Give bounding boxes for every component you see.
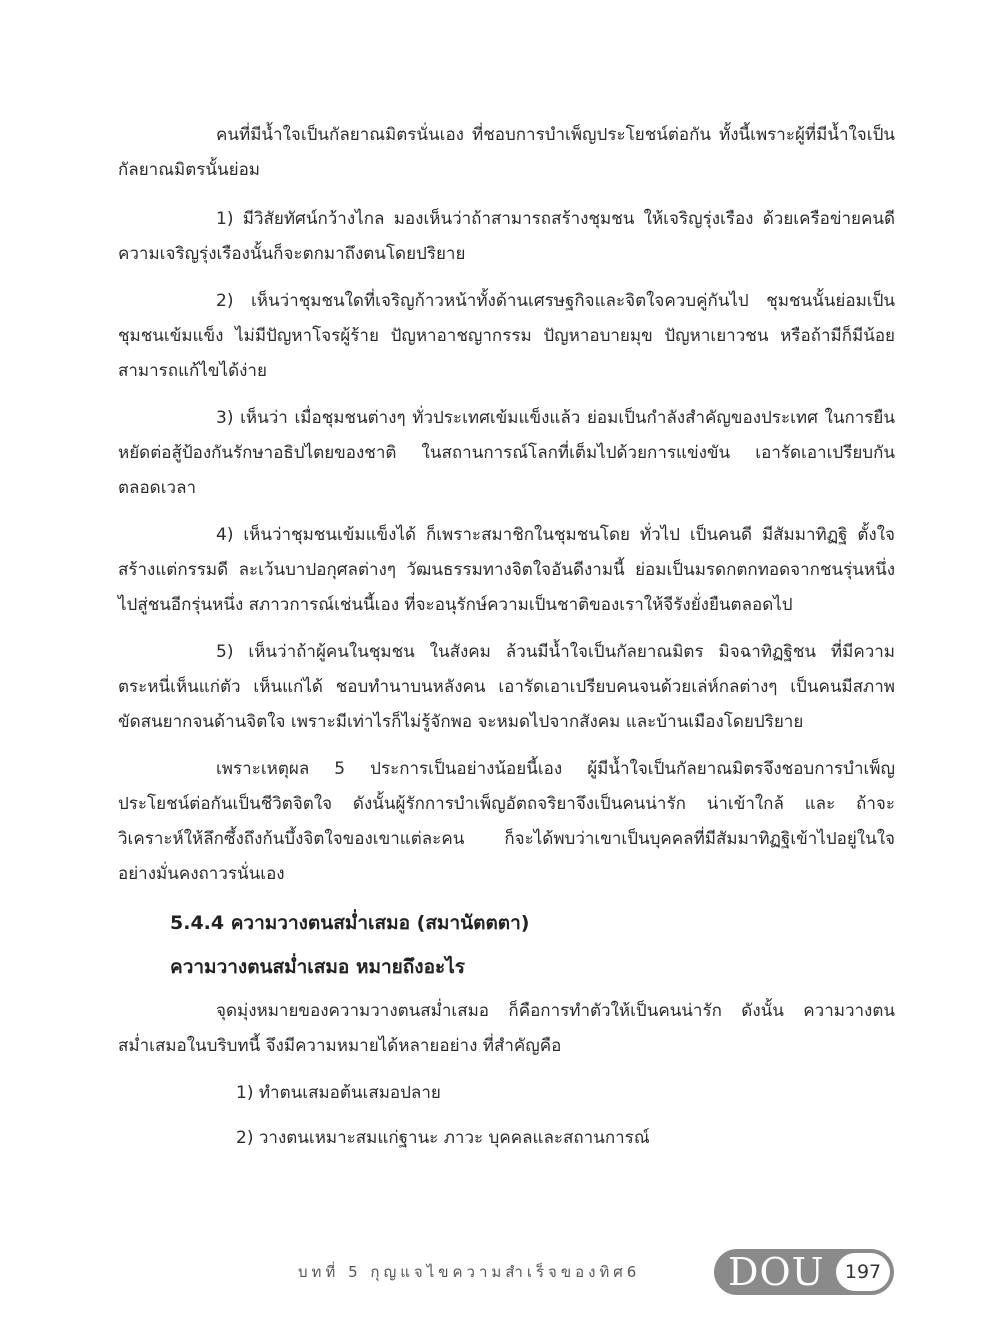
- paragraph-point-3: 3) เห็นว่า เมื่อชุมชนต่างๆ ทั่วประเทศเข้มแข็งแล้ว ย่อมเป็นกำลังสำคัญของประเทศ ในการยืนหยัดต่อสู้ป้องกันรักษาอธิปไตยของชาติ ในสถานการณ์โลกที่เต็มไปด้วยการแข่งขัน เอารัดเอาเปรียบกันตลอดเวลา: [118, 408, 895, 498]
- paragraph-point-2: 2) เห็นว่าชุมชนใดที่เจริญก้าวหน้าทั้งด้านเศรษฐกิจและจิตใจควบคู่กันไป ชุมชนนั้นย่อมเป็นชุมชนเข้มแข็ง ไม่มีปัญหาโจรผู้ร้าย ปัญหาอาชญากรรม ปัญหาอบายมุข ปัญหาเยาวชน หรือถ้ามีก็มีน้อยสามารถแก้ไขได้ง่าย: [118, 291, 895, 381]
- chapter-title: บทที่ 5 กุญแจไขความสำเร็จของทิศ6: [298, 1263, 641, 1281]
- paragraph-definition: จุดมุ่งหมายของความวางตนสม่ำเสมอ ก็คือการทำตัวให้เป็นคนน่ารัก ดังนั้น ความวางตนสม่ำเสมอในบริบทนี้ จึงมีความหมายได้หลายอย่าง ที่สำคัญคือ: [118, 1001, 895, 1056]
- paragraph-point-4: 4) เห็นว่าชุมชนเข้มแข็งได้ ก็เพราะสมาชิกในชุมชนโดย ทั่วไป เป็นคนดี มีสัมมาทิฏฐิ ตั้งใจสร้างแต่กรรมดี ละเว้นบาปอกุศลต่างๆ วัฒนธรรมทางจิตใจอันดีงามนี้ ย่อมเป็นมรดกตกทอดจากชนรุ่นหนึ่งไปสู่ชนอีกรุ่นหนึ่ง สภาวการณ์เช่นนี้เอง ที่จะอนุรักษ์ความเป็นชาติของเราให้จีรังยั่งยืนตลอดไป: [118, 525, 895, 615]
- section-heading: 5.4.4 ความวางตนสม่ำเสมอ (สมานัตตตา): [170, 912, 530, 934]
- dou-logo: DOU: [728, 1250, 825, 1294]
- page-badge: [714, 1249, 894, 1295]
- paragraph-point-1: 1) มีวิสัยทัศน์กว้างไกล มองเห็นว่าถ้าสามารถสร้างชุมชน ให้เจริญรุ่งเรือง ด้วยเครือข่ายคนดี ความเจริญรุ่งเรืองนั้นก็จะตกมาถึงตนโดยปริยาย: [118, 209, 895, 264]
- paragraph-summary: เพราะเหตุผล 5 ประการเป็นอย่างน้อยนี้เอง ผู้มีน้ำใจเป็นกัลยาณมิตรจึงชอบการบำเพ็ญประโยชน์ต่อกันเป็นชีวิตจิตใจ ดังนั้นผู้รักการบำเพ็ญอัตถจริยาจึงเป็นคนน่ารัก น่าเข้าใกล้ และ ถ้าจะวิเคราะห์ให้ลึกซึ้งถึงก้นบึ้งจิตใจของเขาแต่ละคน ก็จะได้พบว่าเขาเป็นบุคคลที่มีสัมมาทิฏฐิเข้าไปอยู่ในใจอย่างมั่นคงถาวรนั่นเอง: [118, 759, 895, 884]
- page-number: 197: [836, 1253, 890, 1291]
- section-subheading: ความวางตนสม่ำเสมอ หมายถึงอะไร: [170, 956, 465, 978]
- page-footer: [298, 1249, 894, 1297]
- list-item: 2) วางตนเหมาะสมแก่ฐานะ ภาวะ บุคคลและสถานการณ์: [236, 1128, 650, 1148]
- list-item: 1) ทำตนเสมอต้นเสมอปลาย: [236, 1083, 441, 1103]
- page-body: [118, 118, 895, 1166]
- paragraph-intro: คนที่มีน้ำใจเป็นกัลยาณมิตรนั่นเอง ที่ชอบการบำเพ็ญประโยชน์ต่อกัน ทั้งนี้เพราะผู้ที่มีน้ำใจเป็นกัลยาณมิตรนั้นย่อม: [118, 125, 895, 180]
- paragraph-point-5: 5) เห็นว่าถ้าผู้คนในชุมชน ในสังคม ล้วนมีน้ำใจเป็นกัลยาณมิตร มิจฉาทิฏฐิชน ที่มีความตระหนี่เห็นแก่ตัว เห็นแก่ได้ ชอบทำนาบนหลังคน เอารัดเอาเปรียบคนจนด้วยเล่ห์กลต่างๆ เป็นคนมีสภาพขัดสนยากจนด้านจิตใจ เพราะมีเท่าไรก็ไม่รู้จักพอ จะหมดไปจากสังคม และบ้านเมืองโดยปริยาย: [118, 642, 895, 732]
